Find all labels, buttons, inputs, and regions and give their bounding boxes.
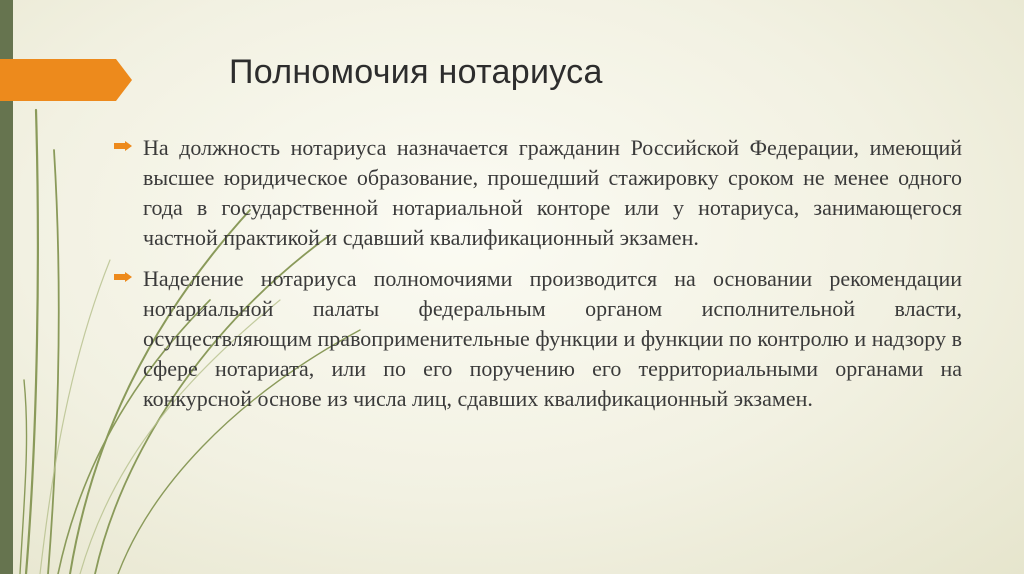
arrow-bullet-icon [114, 141, 132, 151]
list-item [114, 133, 962, 253]
slide-title: Полномочия нотариуса [229, 53, 603, 91]
slide-content [114, 133, 962, 425]
list-item [114, 264, 962, 414]
title-arrow-accent [0, 59, 132, 101]
bullet-text: На должность нотариуса назначается гражданин Российской Федерации, имеющий высшее юридическое образование, прошедший стажировку сроком не менее одного года в государственной нотариальной конторе или у нотариуса, занимающегося частной практикой и сдавший квалификационный экзамен. [143, 135, 962, 250]
arrow-bullet-icon [114, 272, 132, 282]
bullet-text: Наделение нотариуса полномочиями производится на основании рекомендации нотариальной палаты федеральным органом исполнительной власти, осуществляющим правоприменительные функции и функции по контролю и надзору в сфере нотариата, или по его поручению его территориальными органами на конкурсной основе из числа лиц, сдавших квалификационный экзамен. [143, 266, 962, 411]
